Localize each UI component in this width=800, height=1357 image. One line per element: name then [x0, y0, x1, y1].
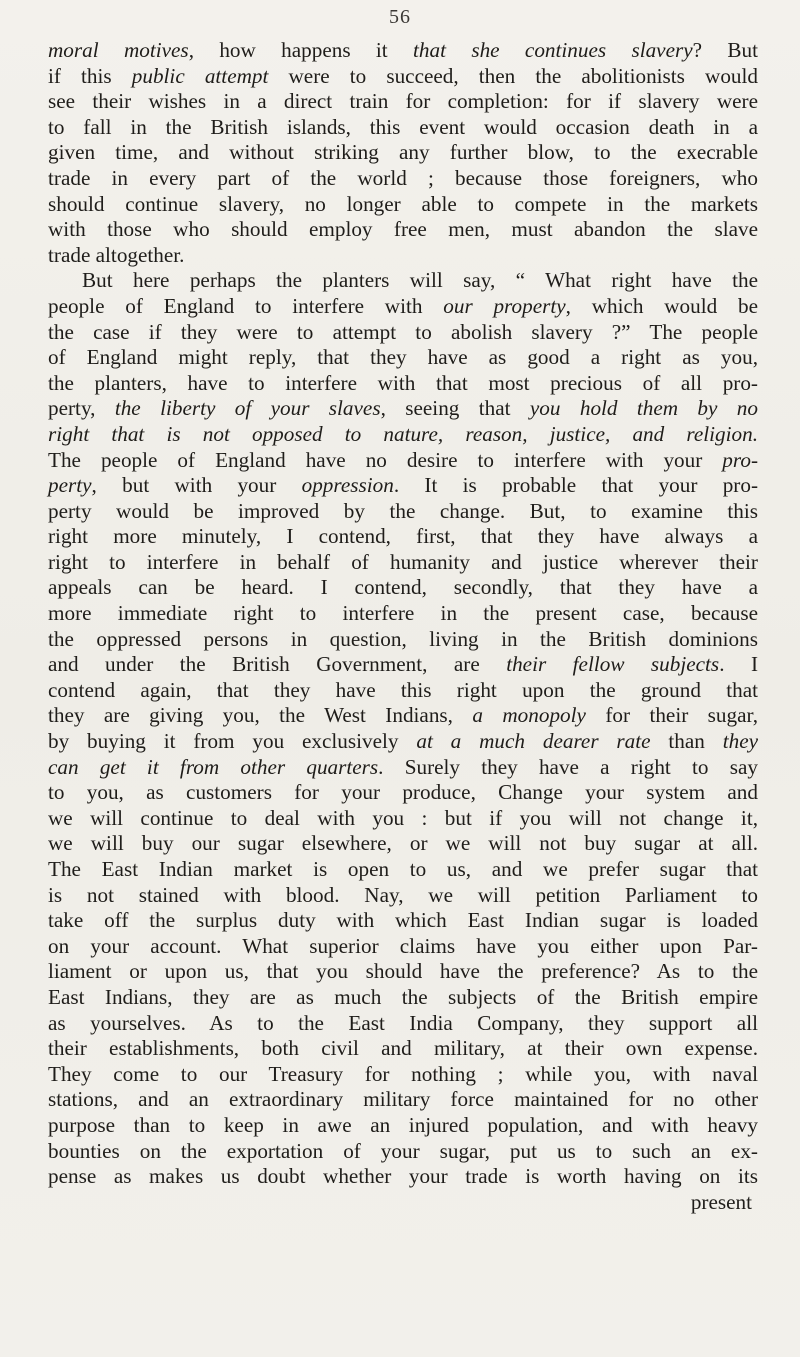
text-segment: trade in every part of the world ; because those foreigners, who — [48, 165, 758, 190]
text-segment: should continue slavery, no longer able to compete in the markets — [48, 191, 758, 216]
text-line — [48, 601, 758, 627]
text-line — [48, 89, 758, 115]
italic-text-segment: that she continues slavery — [413, 38, 693, 62]
text-segment: trade altogether. — [48, 242, 185, 267]
text-segment: we will buy our sugar elsewhere, or we will not buy sugar at all. — [48, 831, 758, 856]
body-text — [48, 38, 758, 1215]
text-segment: the planters, have to interfere with that most precious of all pro- — [48, 370, 758, 395]
text-segment: to you, as customers for your produce, Change your system and — [48, 780, 758, 805]
text-segment: take off the surplus duty with which East Indian sugar is loaded — [48, 908, 758, 933]
italic-text-segment: moral motives — [48, 38, 189, 62]
text-segment: . I — [719, 652, 758, 677]
italic-text-segment: and religion. — [610, 421, 758, 446]
text-line — [48, 499, 758, 525]
text-segment: their establishments, both civil and military, at their own expense. — [48, 1036, 758, 1061]
text-segment: . Surely they have a right to say — [378, 754, 758, 779]
italic-text-segment: right that is not opposed to nature, reason, justice, — [48, 421, 611, 446]
italic-text-segment: oppression — [301, 473, 394, 498]
italic-text-segment: a monopoly — [472, 703, 586, 728]
text-segment: , seeing that — [380, 396, 530, 421]
text-segment: , which would be — [565, 293, 758, 318]
text-segment: by buying it from you exclusively — [48, 729, 417, 754]
text-line — [48, 908, 758, 934]
italic-text-segment: public attempt — [131, 63, 269, 88]
italic-text-segment: can get it from other quarters — [48, 754, 379, 779]
text-line — [48, 422, 758, 448]
italic-text-segment: at a much dearer rate — [416, 729, 651, 754]
text-line — [48, 627, 758, 653]
text-line — [48, 806, 758, 832]
catchword: present — [690, 1189, 752, 1214]
text-segment: were to succeed, then the abolitionists would — [268, 63, 759, 88]
text-line — [48, 140, 758, 166]
text-segment: stations, and an extraordinary military force maintained for no other — [48, 1087, 758, 1112]
text-line — [48, 294, 758, 320]
text-segment: . It is probable that your pro- — [393, 473, 758, 498]
text-line — [48, 1011, 758, 1037]
text-line — [48, 243, 758, 269]
text-line — [48, 192, 758, 218]
text-segment: if this — [48, 63, 132, 88]
text-line — [48, 1139, 758, 1165]
text-line — [48, 985, 758, 1011]
text-line — [48, 959, 758, 985]
text-line — [48, 678, 758, 704]
text-line — [48, 64, 758, 90]
text-segment: is not stained with blood. Nay, we will petition Parliament to — [48, 882, 758, 907]
text-line — [48, 729, 758, 755]
text-segment: , but with your — [91, 473, 302, 498]
text-segment: see their wishes in a direct train for completion: for if slavery were — [48, 89, 758, 114]
text-line — [48, 38, 758, 64]
text-line — [48, 217, 758, 243]
text-segment: than — [650, 729, 723, 754]
text-segment: right more minutely, I contend, first, that they have always a — [48, 524, 758, 549]
text-line — [48, 755, 758, 781]
text-line — [48, 166, 758, 192]
text-line — [48, 448, 758, 474]
text-line — [48, 1087, 758, 1113]
text-segment: on your account. What superior claims have you either upon Par- — [48, 933, 758, 958]
text-segment: The East Indian market is open to us, and we prefer sugar that — [48, 857, 758, 881]
text-line — [48, 780, 758, 806]
text-segment: , how happens it — [188, 38, 414, 62]
text-segment: But here perhaps the planters will say, “ What right have the — [82, 268, 758, 293]
text-segment: perty, — [48, 396, 115, 421]
text-segment: pense as makes us doubt whether your trade is worth having on its — [48, 1164, 758, 1189]
text-segment: they are giving you, the West Indians, — [48, 703, 473, 728]
text-segment: people of England to interfere with — [48, 293, 444, 318]
text-segment: bounties on the exportation of your sugar, put us to such an ex- — [48, 1138, 758, 1163]
text-line — [48, 371, 758, 397]
text-segment: more immediate right to interfere in the present case, because — [48, 601, 758, 626]
text-line — [48, 396, 758, 422]
text-line — [48, 550, 758, 576]
text-segment: liament or upon us, that you should have the preference? As to the — [48, 959, 758, 984]
text-line — [48, 575, 758, 601]
text-segment: for their sugar, — [585, 703, 759, 728]
text-segment: East Indians, they are as much the subjects of the British empire — [48, 984, 758, 1009]
text-line — [48, 524, 758, 550]
text-line — [48, 320, 758, 346]
text-segment: the case if they were to attempt to abolish slavery ?” The people — [48, 319, 758, 344]
text-segment: ? But — [692, 38, 758, 62]
text-segment: the oppressed persons in question, living in the British dominions — [48, 626, 758, 651]
text-line — [48, 1164, 758, 1190]
italic-text-segment: you hold them by no — [529, 396, 758, 421]
text-segment: and under the British Government, are — [48, 652, 507, 677]
text-segment: as yourselves. As to the East India Company, they support all — [48, 1010, 758, 1035]
text-line — [48, 268, 758, 294]
text-segment: perty would be improved by the change. But, to examine this — [48, 498, 758, 523]
text-segment: The people of England have no desire to interfere with your — [48, 447, 723, 472]
text-segment: purpose than to keep in awe an injured population, and with heavy — [48, 1112, 758, 1137]
text-line — [48, 831, 758, 857]
text-line — [48, 1036, 758, 1062]
text-segment: right to interfere in behalf of humanity and justice wherever their — [48, 549, 758, 574]
text-segment: They come to our Treasury for nothing ; while you, with naval — [48, 1061, 758, 1086]
italic-text-segment: their fellow subjects — [506, 652, 720, 677]
text-segment: with those who should employ free men, must abandon the slave — [48, 217, 758, 242]
page-number: 56 — [389, 6, 411, 28]
text-segment: to fall in the British islands, this event would occasion death in a — [48, 114, 758, 139]
text-line — [48, 115, 758, 141]
text-segment: of England might reply, that they have as good a right as you, — [48, 345, 758, 370]
text-line — [48, 883, 758, 909]
text-segment: appeals can be heard. I contend, secondly, that they have a — [48, 575, 758, 600]
text-line — [48, 652, 758, 678]
text-line — [48, 1113, 758, 1139]
italic-text-segment: perty — [48, 473, 92, 498]
italic-text-segment: pro- — [722, 447, 758, 472]
text-segment: we will continue to deal with you : but if you will not change it, — [48, 805, 758, 830]
text-line — [48, 934, 758, 960]
text-line — [48, 345, 758, 371]
text-segment: contend again, that they have this right upon the ground that — [48, 677, 758, 702]
text-line — [48, 1062, 758, 1088]
text-segment: given time, and without striking any further blow, to the execrable — [48, 140, 758, 165]
text-line — [48, 703, 758, 729]
italic-text-segment: they — [722, 729, 759, 754]
italic-text-segment: our property — [443, 293, 566, 318]
text-line — [48, 473, 758, 499]
text-line — [48, 857, 758, 883]
italic-text-segment: the liberty of your slaves — [114, 396, 381, 421]
